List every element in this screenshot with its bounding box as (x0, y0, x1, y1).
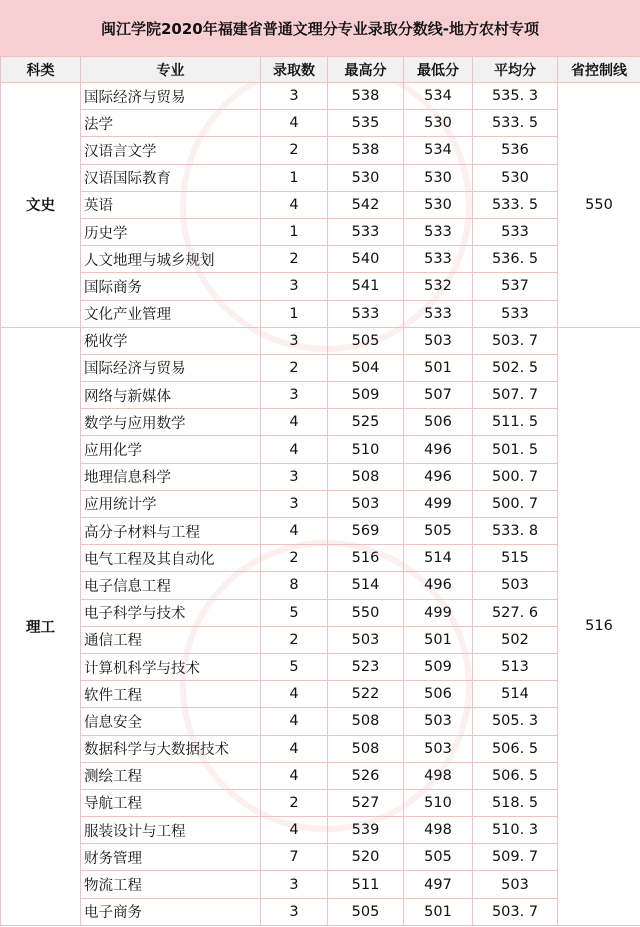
major-cell: 电气工程及其自动化 (81, 545, 261, 572)
avg-score-cell: 535. 3 (473, 83, 558, 110)
avg-score-cell: 530 (473, 164, 558, 191)
max-score-cell: 504 (328, 354, 404, 381)
table-row (1, 817, 640, 844)
major-cell: 电子信息工程 (81, 572, 261, 599)
count-cell: 2 (261, 545, 328, 572)
max-score-cell: 533 (328, 218, 404, 245)
avg-score-cell: 506. 5 (473, 735, 558, 762)
table-row (1, 844, 640, 871)
max-score-cell: 527 (328, 789, 404, 816)
avg-score-cell: 533 (473, 218, 558, 245)
table-row (1, 463, 640, 490)
min-score-cell: 501 (404, 354, 473, 381)
header-category: 科类 (1, 57, 81, 83)
count-cell: 4 (261, 735, 328, 762)
major-cell: 应用化学 (81, 436, 261, 463)
min-score-cell: 533 (404, 300, 473, 327)
table-row (1, 327, 640, 354)
major-cell: 信息安全 (81, 708, 261, 735)
max-score-cell: 541 (328, 273, 404, 300)
major-cell: 软件工程 (81, 681, 261, 708)
max-score-cell: 569 (328, 518, 404, 545)
min-score-cell: 503 (404, 708, 473, 735)
header-count: 录取数 (261, 57, 328, 83)
major-cell: 国际商务 (81, 273, 261, 300)
count-cell: 4 (261, 518, 328, 545)
table-row (1, 871, 640, 898)
table-row (1, 110, 640, 137)
count-cell: 4 (261, 191, 328, 218)
max-score-cell: 523 (328, 653, 404, 680)
min-score-cell: 532 (404, 273, 473, 300)
major-cell: 通信工程 (81, 626, 261, 653)
avg-score-cell: 533 (473, 300, 558, 327)
max-score-cell: 511 (328, 871, 404, 898)
count-cell: 4 (261, 817, 328, 844)
max-score-cell: 508 (328, 708, 404, 735)
min-score-cell: 533 (404, 246, 473, 273)
table-row (1, 164, 640, 191)
avg-score-cell: 536 (473, 137, 558, 164)
major-cell: 网络与新媒体 (81, 382, 261, 409)
major-cell: 国际经济与贸易 (81, 354, 261, 381)
count-cell: 2 (261, 789, 328, 816)
avg-score-cell: 501. 5 (473, 436, 558, 463)
min-score-cell: 514 (404, 545, 473, 572)
max-score-cell: 508 (328, 735, 404, 762)
avg-score-cell: 533. 5 (473, 110, 558, 137)
major-cell: 汉语国际教育 (81, 164, 261, 191)
max-score-cell: 520 (328, 844, 404, 871)
major-cell: 税收学 (81, 327, 261, 354)
header-major: 专业 (81, 57, 261, 83)
max-score-cell: 508 (328, 463, 404, 490)
max-score-cell: 538 (328, 83, 404, 110)
avg-score-cell: 500. 7 (473, 463, 558, 490)
count-cell: 4 (261, 110, 328, 137)
avg-score-cell: 502. 5 (473, 354, 558, 381)
max-score-cell: 525 (328, 409, 404, 436)
avg-score-cell: 527. 6 (473, 599, 558, 626)
admission-score-table (0, 56, 640, 926)
avg-score-cell: 513 (473, 653, 558, 680)
max-score-cell: 510 (328, 436, 404, 463)
avg-score-cell: 503 (473, 871, 558, 898)
max-score-cell: 533 (328, 300, 404, 327)
table-row (1, 354, 640, 381)
count-cell: 2 (261, 354, 328, 381)
major-cell: 文化产业管理 (81, 300, 261, 327)
max-score-cell: 550 (328, 599, 404, 626)
major-cell: 电子商务 (81, 898, 261, 925)
header-row (1, 57, 640, 83)
major-cell: 应用统计学 (81, 490, 261, 517)
avg-score-cell: 518. 5 (473, 789, 558, 816)
category-cell: 理工 (1, 327, 81, 925)
count-cell: 4 (261, 762, 328, 789)
table-title: 闽江学院2020年福建省普通文理分专业录取分数线-地方农村专项 (0, 0, 640, 57)
major-cell: 财务管理 (81, 844, 261, 871)
table-row (1, 572, 640, 599)
max-score-cell: 539 (328, 817, 404, 844)
max-score-cell: 535 (328, 110, 404, 137)
count-cell: 3 (261, 463, 328, 490)
major-cell: 导航工程 (81, 789, 261, 816)
max-score-cell: 530 (328, 164, 404, 191)
min-score-cell: 497 (404, 871, 473, 898)
min-score-cell: 530 (404, 164, 473, 191)
max-score-cell: 503 (328, 626, 404, 653)
avg-score-cell: 502 (473, 626, 558, 653)
major-cell: 计算机科学与技术 (81, 653, 261, 680)
count-cell: 3 (261, 490, 328, 517)
table-row (1, 409, 640, 436)
avg-score-cell: 503. 7 (473, 327, 558, 354)
min-score-cell: 509 (404, 653, 473, 680)
table-row (1, 490, 640, 517)
avg-score-cell: 514 (473, 681, 558, 708)
category-cell: 文史 (1, 83, 81, 328)
min-score-cell: 510 (404, 789, 473, 816)
table-row (1, 137, 640, 164)
avg-score-cell: 511. 5 (473, 409, 558, 436)
major-cell: 汉语言文学 (81, 137, 261, 164)
count-cell: 1 (261, 164, 328, 191)
min-score-cell: 530 (404, 191, 473, 218)
table-row (1, 246, 640, 273)
table-row (1, 681, 640, 708)
major-cell: 测绘工程 (81, 762, 261, 789)
count-cell: 1 (261, 300, 328, 327)
table-row (1, 708, 640, 735)
major-cell: 英语 (81, 191, 261, 218)
table-row (1, 735, 640, 762)
count-cell: 7 (261, 844, 328, 871)
table-row (1, 191, 640, 218)
table-row (1, 599, 640, 626)
count-cell: 2 (261, 626, 328, 653)
count-cell: 2 (261, 246, 328, 273)
table-row (1, 218, 640, 245)
avg-score-cell: 510. 3 (473, 817, 558, 844)
table-row (1, 762, 640, 789)
count-cell: 8 (261, 572, 328, 599)
major-cell: 人文地理与城乡规划 (81, 246, 261, 273)
major-cell: 高分子材料与工程 (81, 518, 261, 545)
min-score-cell: 534 (404, 137, 473, 164)
avg-score-cell: 536. 5 (473, 246, 558, 273)
min-score-cell: 507 (404, 382, 473, 409)
count-cell: 3 (261, 898, 328, 925)
table-body (1, 83, 640, 926)
count-cell: 3 (261, 871, 328, 898)
avg-score-cell: 537 (473, 273, 558, 300)
major-cell: 数学与应用数学 (81, 409, 261, 436)
min-score-cell: 501 (404, 626, 473, 653)
count-cell: 5 (261, 599, 328, 626)
table-row (1, 545, 640, 572)
table-row (1, 518, 640, 545)
avg-score-cell: 503. 7 (473, 898, 558, 925)
avg-score-cell: 505. 3 (473, 708, 558, 735)
count-cell: 4 (261, 436, 328, 463)
count-cell: 4 (261, 681, 328, 708)
min-score-cell: 496 (404, 572, 473, 599)
min-score-cell: 499 (404, 599, 473, 626)
header-control-line: 省控制线 (558, 57, 640, 83)
max-score-cell: 509 (328, 382, 404, 409)
major-cell: 电子科学与技术 (81, 599, 261, 626)
table-row (1, 300, 640, 327)
max-score-cell: 526 (328, 762, 404, 789)
major-cell: 服装设计与工程 (81, 817, 261, 844)
table-row (1, 789, 640, 816)
max-score-cell: 522 (328, 681, 404, 708)
min-score-cell: 498 (404, 762, 473, 789)
header-min-score: 最低分 (404, 57, 473, 83)
count-cell: 4 (261, 409, 328, 436)
avg-score-cell: 507. 7 (473, 382, 558, 409)
avg-score-cell: 533. 5 (473, 191, 558, 218)
count-cell: 3 (261, 273, 328, 300)
avg-score-cell: 515 (473, 545, 558, 572)
control-line-cell: 516 (558, 327, 640, 925)
max-score-cell: 542 (328, 191, 404, 218)
max-score-cell: 516 (328, 545, 404, 572)
table-row (1, 273, 640, 300)
major-cell: 数据科学与大数据技术 (81, 735, 261, 762)
max-score-cell: 538 (328, 137, 404, 164)
min-score-cell: 499 (404, 490, 473, 517)
max-score-cell: 505 (328, 327, 404, 354)
table-row (1, 898, 640, 925)
count-cell: 1 (261, 218, 328, 245)
major-cell: 法学 (81, 110, 261, 137)
min-score-cell: 501 (404, 898, 473, 925)
count-cell: 3 (261, 382, 328, 409)
table-row (1, 653, 640, 680)
table-row (1, 626, 640, 653)
count-cell: 4 (261, 708, 328, 735)
control-line-cell: 550 (558, 83, 640, 328)
max-score-cell: 505 (328, 898, 404, 925)
min-score-cell: 506 (404, 681, 473, 708)
min-score-cell: 505 (404, 844, 473, 871)
max-score-cell: 514 (328, 572, 404, 599)
count-cell: 3 (261, 327, 328, 354)
major-cell: 国际经济与贸易 (81, 83, 261, 110)
min-score-cell: 498 (404, 817, 473, 844)
count-cell: 2 (261, 137, 328, 164)
major-cell: 历史学 (81, 218, 261, 245)
table-row (1, 382, 640, 409)
avg-score-cell: 500. 7 (473, 490, 558, 517)
header-avg-score: 平均分 (473, 57, 558, 83)
count-cell: 5 (261, 653, 328, 680)
min-score-cell: 503 (404, 735, 473, 762)
min-score-cell: 496 (404, 436, 473, 463)
table-row (1, 436, 640, 463)
avg-score-cell: 533. 8 (473, 518, 558, 545)
table-row (1, 83, 640, 110)
avg-score-cell: 509. 7 (473, 844, 558, 871)
major-cell: 物流工程 (81, 871, 261, 898)
max-score-cell: 503 (328, 490, 404, 517)
min-score-cell: 534 (404, 83, 473, 110)
min-score-cell: 505 (404, 518, 473, 545)
min-score-cell: 533 (404, 218, 473, 245)
count-cell: 3 (261, 83, 328, 110)
avg-score-cell: 506. 5 (473, 762, 558, 789)
max-score-cell: 540 (328, 246, 404, 273)
min-score-cell: 530 (404, 110, 473, 137)
min-score-cell: 506 (404, 409, 473, 436)
major-cell: 地理信息科学 (81, 463, 261, 490)
avg-score-cell: 503 (473, 572, 558, 599)
min-score-cell: 496 (404, 463, 473, 490)
min-score-cell: 503 (404, 327, 473, 354)
header-max-score: 最高分 (328, 57, 404, 83)
